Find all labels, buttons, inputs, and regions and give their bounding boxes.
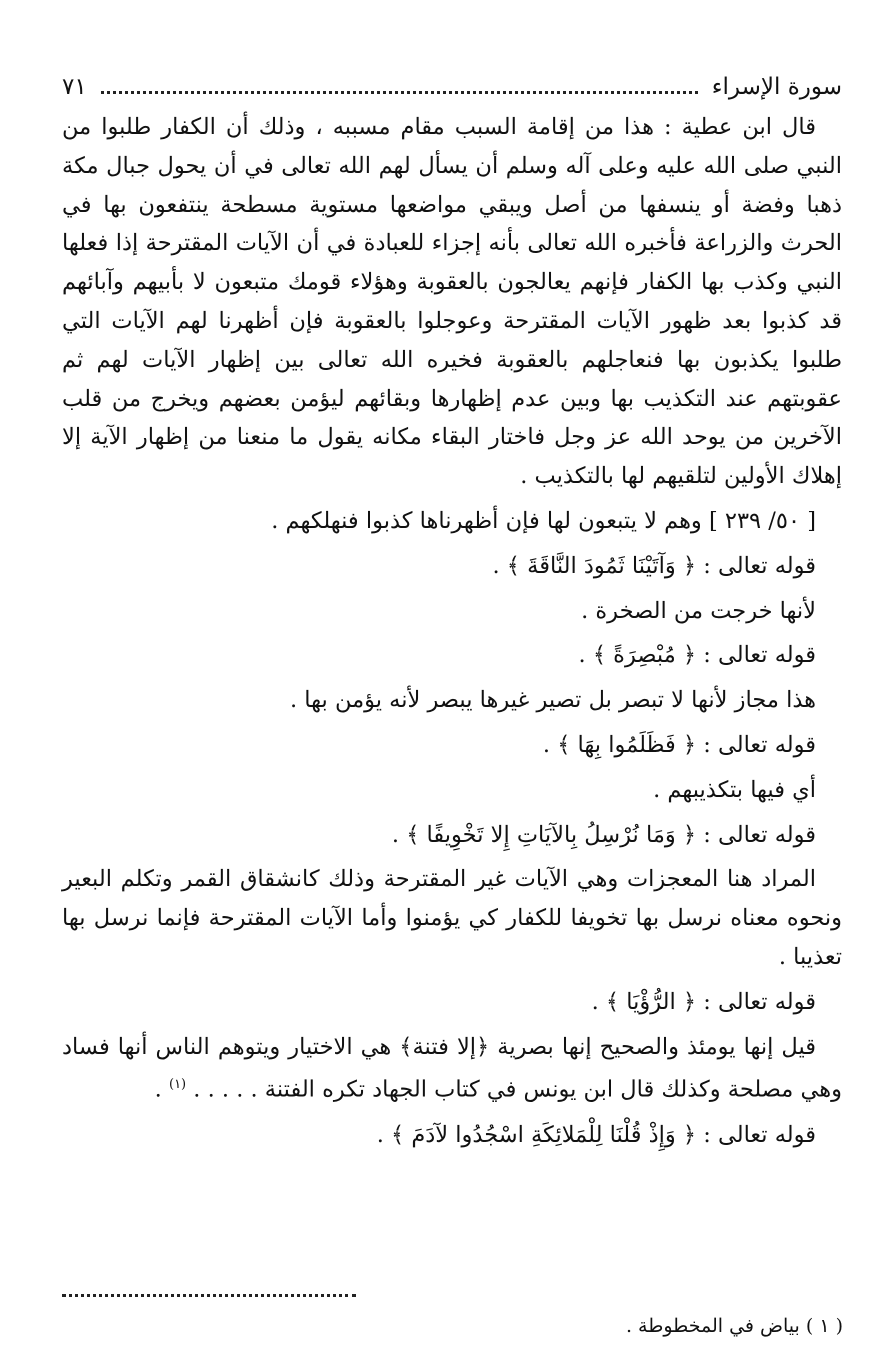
main-text (62, 108, 842, 1154)
paragraph: قوله تعالى : ﴿ وَمَا نُرْسِلُ بِالآيَاتِ إِلا تَخْوِيفًا ﴾ . (391, 821, 816, 848)
paragraph-text: قيل إنها يومئذ والصحيح إنها بصرية ﴿إلا فتنة﴾ هي الاختيار ويتوهم الناس أنها فساد وهي مصلحة وكذلك قال ابن يونس في كتاب الجهاد تكره الفتنة . . . . . (62, 1033, 842, 1103)
page-body (62, 74, 842, 1154)
paragraph: هذا مجاز لأنها لا تبصر بل تصير غيرها يبصر لأنه يؤمن بها . (290, 687, 816, 714)
page-number: ٧١ (62, 74, 87, 100)
running-header (62, 74, 842, 108)
paragraph: لأنها خرجت من الصخرة . (581, 597, 816, 624)
header-dotted-leader (101, 90, 698, 94)
paragraph: قوله تعالى : ﴿ وَآتَيْنَا ثَمُودَ النَّاقَةَ ﴾ . (492, 552, 816, 579)
footnote-text: ( ١ ) بياض في المخطوطة . (625, 1315, 843, 1337)
paragraph: [ ٥٠/ ٢٣٩ ] وهم لا يتبعون لها فإن أظهرناها كذبوا فنهلكهم . (271, 507, 816, 534)
paragraph: المراد هنا المعجزات وهي الآيات غير المقترحة وذلك كانشقاق القمر وتكلم البعير ونحوه معناه نرسل بها تخويفا للكفار كي يؤمنوا وأما الآيات المقترحة فإنما نرسل بها تعذيبا . (62, 866, 842, 970)
paragraph: قوله تعالى : ﴿ فَظَلَمُوا بِهَا ﴾ . (542, 731, 816, 758)
sura-title: سورة الإسراء (711, 74, 842, 100)
footnote-separator (62, 1294, 356, 1297)
paragraph: قوله تعالى : ﴿ وَإِذْ قُلْنَا لِلْمَلائِكَةِ اسْجُدُوا لآدَمَ ﴾ . (376, 1121, 816, 1148)
paragraph: قال ابن عطية : هذا من إقامة السبب مقام مسببه ، وذلك أن الكفار طلبوا من النبي صلى الله عليه وعلى آله وسلم أن يسأل لهم الله تعالى في أن يحول جبال مكة ذهبا وفضة أو ينسفها من أصل ويبقي مواضعها مستوية مسطحة ينتفعون بها في الحرث والزراعة فأخبره الله تعالى بأنه إجزاء للعبادة في أن الآيات المقترحة إذا فعلها النبي وكذب بها الكفار فإنهم يعالجون بالعقوبة وهؤلاء قومك متبعون لا بأبيهم وآبائهم قد كذبوا بعد ظهور الآيات المقترحة وعوجلوا بالعقوبة فإن أظهرنا لهم الآيات التي طلبوا يكذبون بها فنعاجلهم بالعقوبة فخيره الله تعالى بين إظهار الآيات لهم ثم عقوبتهم عند التكذيب بها وبين عدم إظهارها وبقائهم ليؤمن بعضهم ويخرج من قلب الآخرين من يوحد الله عز وجل فاختار البقاء مكانه يقول ما منعنا من إظهار الآية إلا إهلاك الأولين لتلقيهم لها بالتكذيب . (62, 114, 842, 490)
paragraph: قيل إنها يومئذ والصحيح إنها بصرية ﴿إلا فتنة﴾ هي الاختيار ويتوهم الناس أنها فساد وهي مصلحة وكذلك قال ابن يونس في كتاب الجهاد تكره الفتنة . . . . . $^{(١)}$ . (62, 1033, 842, 1103)
paragraph: أي فيها بتكذيبهم . (653, 776, 816, 803)
paragraph: قوله تعالى : ﴿ الرُّؤْيَا ﴾ . (591, 988, 816, 1015)
footnote-reference: (١) (168, 1077, 187, 1093)
paragraph: قوله تعالى : ﴿ مُبْصِرَةً ﴾ . (578, 642, 816, 669)
